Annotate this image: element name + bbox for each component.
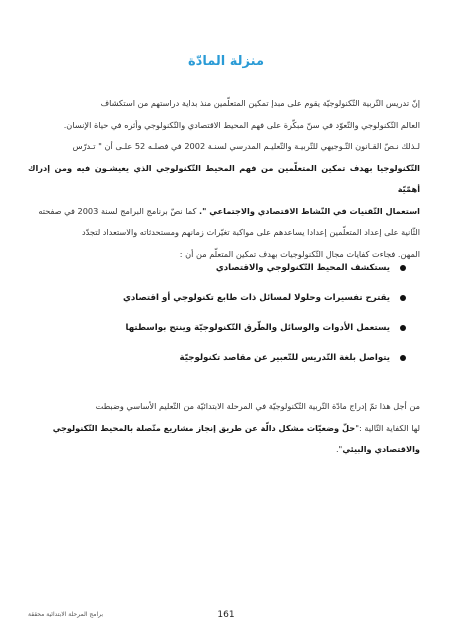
closing-line-3-rest: ". xyxy=(335,444,343,454)
intro-line-7: المهن. فجاءت كفايات مجال التّكنولوجيات بهدف تمكين المتعلّم من أن : xyxy=(179,248,420,259)
list-item-text: يستكشف المحيط التّكنولوجي والاقتصادي xyxy=(215,263,390,273)
bullet-icon xyxy=(400,295,406,301)
list-item-text: يستعمل الأدوات والوسائل والطّرق التّكنولوجيّة وينتج بواسطتها xyxy=(125,323,390,333)
closing-line-2-competency: حلّ وضعيّات مشكل دالّة عن طريق إنجاز مشاريع متّصلة بالمحيط التّكنولوجي xyxy=(52,422,356,433)
bullet-icon xyxy=(400,265,406,271)
intro-line-4: التّكنولوجيا بهدف تمكين المتعلّمين من فهم المحيط التّكنولوجي الذي يعيشـون فيه ومن إدراك أهمّيّة xyxy=(28,162,420,194)
intro-line-3: لـذلك نـصّ القـانون التّـوجيهي للتّربيـة والتّعليـم المدرسي لسنـة 2002 في فصلـه 52 علـى أن " تـدرّس xyxy=(72,141,420,151)
list-item xyxy=(66,290,406,320)
intro-line-1: إنّ تدريس التّربية التّكنولوجيّة يقوم على مبدإ تمكين المتعلّمين منذ بداية دراستهم من استكشاف xyxy=(100,98,420,108)
intro-paragraph xyxy=(28,93,420,265)
page-number: 161 xyxy=(217,610,235,620)
closing-paragraph xyxy=(28,396,420,461)
list-item xyxy=(66,350,406,380)
list-item-text: يتواصل بلغة التّدريس للتّعبير عن مقاصد تكنولوجيّة xyxy=(179,353,390,363)
intro-line-6: الثّانية على إعداد المتعلّمين إعدادا يساعدهم على مواكبة تغيّرات زمانهم ومستحدثاته والاستعداد لتجدّد xyxy=(82,227,420,237)
closing-line-3-competency: والاقتصادي والبيئي xyxy=(342,444,420,454)
list-item xyxy=(66,260,406,290)
list-item xyxy=(66,320,406,350)
closing-line-2-prefix: لها الكفاية التّالية :" xyxy=(355,422,420,433)
closing-line-1: من أجل هذا تمّ إدراج مادّة التّربية التّكنولوجيّة في المرحلة الابتدائيّة من التّعليم الأساسي وضبطت xyxy=(95,401,420,411)
bullet-icon xyxy=(400,325,406,331)
intro-line-5-rest: كما نصّ برنامج البرامج لسنة 2003 في صفحته xyxy=(38,205,200,216)
intro-line-2: العالم التّكنولوجي والتّعوّد في سنّ مبكّرة على فهم المحيط الاقتصادي والتّكنولوجي وأثره في حياة الإنسان. xyxy=(63,119,420,130)
list-item-text: يقترح تفسيرات وحلولا لمسائل ذات طابع تكنولوجي أو اقتصادي xyxy=(122,293,390,303)
running-footer: برامج المرحلة الابتدائية محققة xyxy=(28,611,104,618)
page-title: منزلة المادّة xyxy=(187,54,264,69)
competencies-list xyxy=(66,260,406,380)
bullet-icon xyxy=(400,355,406,361)
intro-line-5-strong: استعمال التّقنيات في النّشاط الاقتصادي والاجتماعي ". xyxy=(199,205,420,216)
